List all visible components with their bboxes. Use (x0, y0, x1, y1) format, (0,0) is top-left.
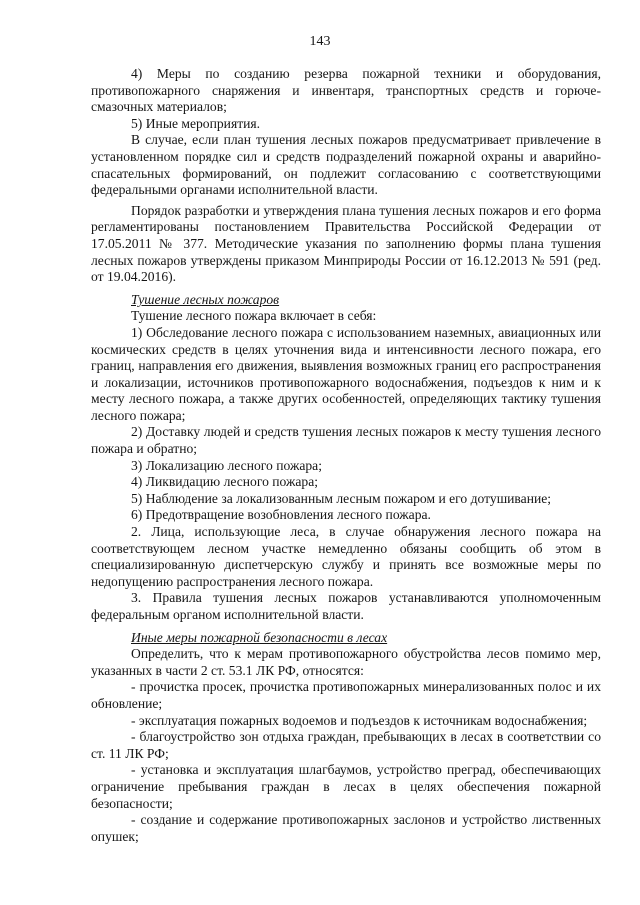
paragraph-plan-procedure: Порядок разработки и утверждения плана тушения лесных пожаров и его форма регламентированы постановлением Правительства Российской Федерации от 17.05.2011 № 377. Методические указания по заполнению формы плана тушения лесных пожаров утверждены приказом Минприроды России от 16.12.2013 № 591 (ред. от 19.04.2016). (91, 202, 601, 285)
paragraph-other-measures: 5) Иные мероприятия. (131, 115, 261, 131)
paragraph-reserve-measures: 4) Меры по созданию резерва пожарной техники и оборудования, противопожарного снаряжения и инвентаря, транспортных средств и горюче-смазочных материалов; (91, 66, 601, 115)
section-heading-firefighting: Тушение лесных пожаров (131, 291, 280, 307)
list-item-liquidation: 4) Ликвидацию лесного пожара; (131, 474, 319, 490)
list-item-localization: 3) Локализацию лесного пожара; (131, 457, 322, 473)
list-item-recreation-zones: - благоустройство зон отдыха граждан, пребывающих в лесах в соответствии со ст. 11 ЛК РФ; (91, 729, 601, 761)
paragraph-coordination: В случае, если план тушения лесных пожаров предусматривает привлечение в установленном порядке сил и средств подразделений пожарной охраны и аварийно-спасательных формирований, он подлежит согласованию с соответствующими федеральными органами исполнительной власти. (91, 132, 601, 198)
paragraph-forest-users-duty: 2. Лица, использующие леса, в случае обнаружения лесного пожара на соответствующем лесном участке немедленно обязаны сообщить об этом в специализированную диспетчерскую службу и принять все возможные меры по недопущению распространения лесного пожара. (91, 524, 601, 589)
page-number: 143 (309, 34, 331, 49)
section-heading-other-measures: Иные меры пожарной безопасности в лесах (131, 629, 388, 645)
list-item-barriers: - установка и эксплуатация шлагбаумов, устройство преград, обеспечивающих ограничение пребывания граждан в лесах в целях обеспечения пожарной безопасности; (91, 762, 601, 811)
paragraph-firefighting-includes: Тушение лесного пожара включает в себя: (131, 308, 377, 324)
paragraph-other-measures-intro: Определить, что к мерам противопожарного обустройства лесов помимо мер, указанных в части 2 ст. 53.1 ЛК РФ, относятся: (91, 646, 601, 678)
list-item-water-reservoirs: - эксплуатация пожарных водоемов и подъездов к источникам водоснабжения; (131, 712, 588, 728)
list-item-clearing: - прочистка просек, прочистка противопожарных минерализованных полос и их обновление; (91, 679, 601, 711)
list-item-observation: 5) Наблюдение за локализованным лесным пожаром и его дотушивание; (131, 490, 552, 506)
list-item-survey: 1) Обследование лесного пожара с использованием наземных, авиационных или космических средств в целях уточнения вида и интенсивности лесного пожара, его границ, направления его движения, выявления возможных границ его распространения и локализации, источников противопожарного водоснабжения, подъездов к ним и к месту лесного пожара, а также других особенностей, определяющих тактику тушения лесного пожара; (91, 324, 601, 423)
paragraph-rules-authority: 3. Правила тушения лесных пожаров устанавливаются уполномоченным федеральным органом исполнительной власти. (91, 590, 601, 622)
list-item-prevention: 6) Предотвращение возобновления лесного пожара. (131, 507, 431, 523)
list-item-fire-breaks: - создание и содержание противопожарных заслонов и устройство лиственных опушек; (91, 812, 601, 844)
list-item-delivery: 2) Доставку людей и средств тушения лесных пожаров к месту тушения лесного пожара и обратно; (91, 424, 601, 457)
document-body (91, 66, 601, 845)
